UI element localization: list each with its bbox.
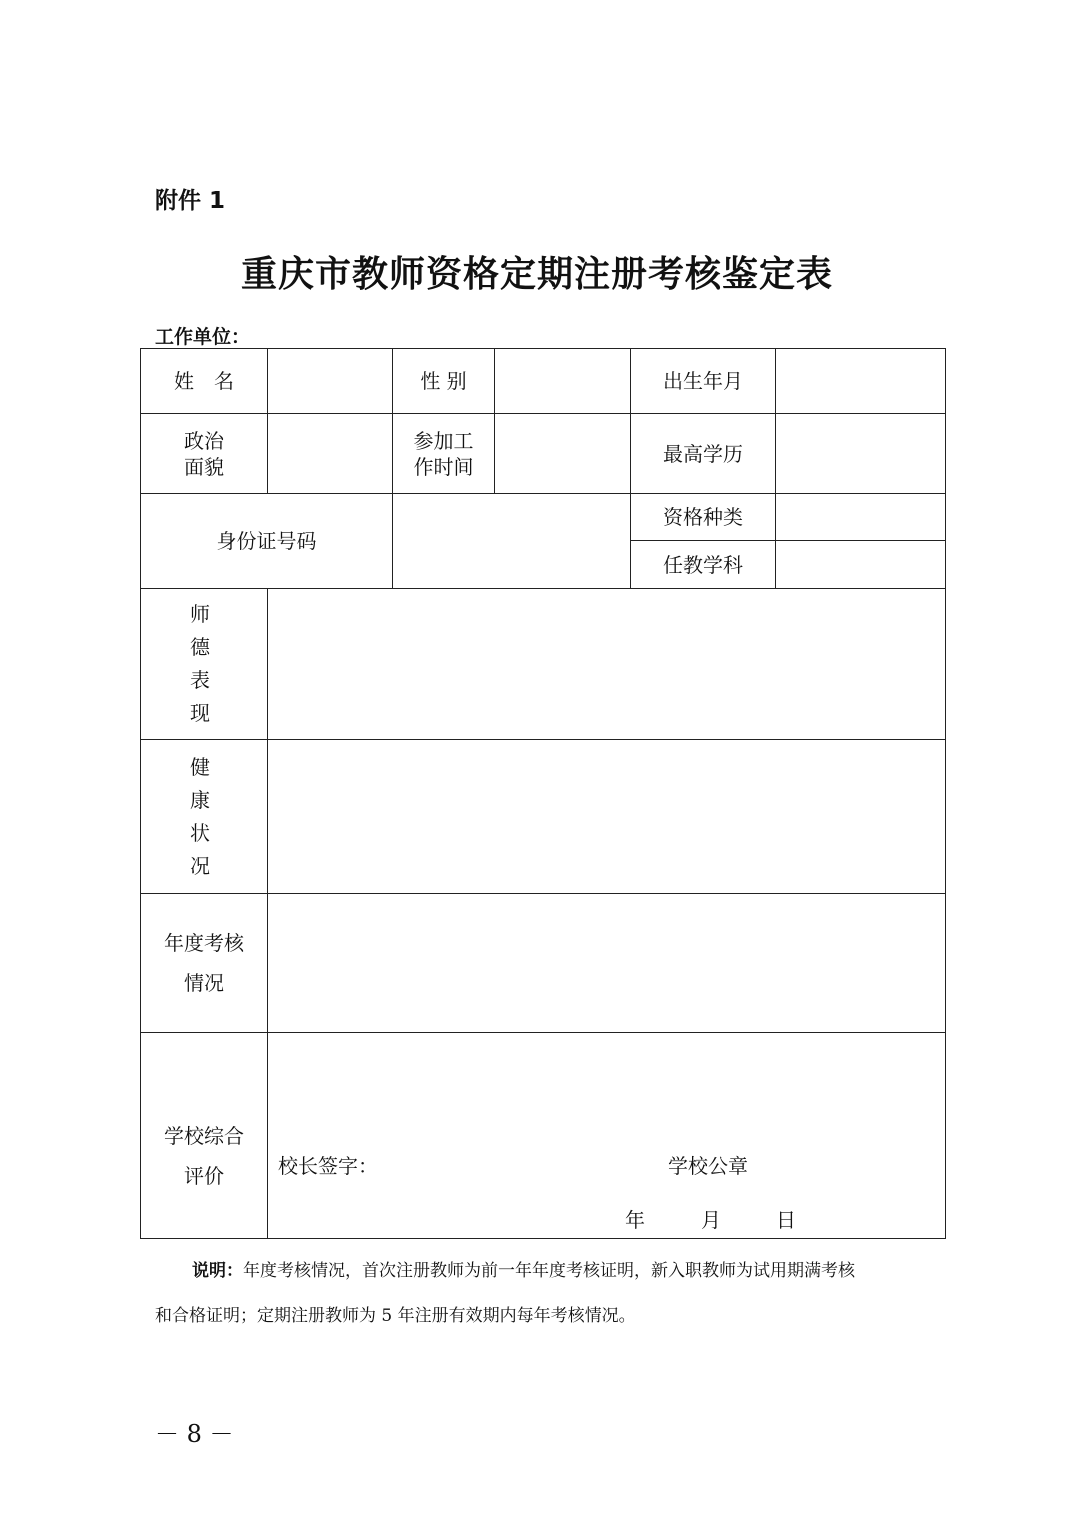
principal-signature-label: 校长签字： [278,1154,378,1178]
attachment-label: 附件 1 [155,188,226,214]
ethics-label-char: 表 [190,668,210,692]
annual-label-line: 年度考核 [164,931,244,955]
health-field[interactable] [268,740,945,893]
political-label [141,414,267,493]
school-eval-label-line: 学校综合 [164,1123,244,1148]
name-label: 姓 名 [174,369,234,393]
birth-label: 出生年月 [663,369,743,393]
note-text: 年度考核情况，首次注册教师为前一年年度考核证明，新入职教师为试用期满考核 [243,1261,855,1281]
education-label: 最高学历 [663,441,743,466]
school-seal-label: 学校公章 [668,1154,748,1178]
health-label-char: 健 [190,754,210,779]
gender-field[interactable] [495,349,630,413]
school-eval-label-line: 评价 [184,1163,224,1188]
work-unit-label: 工作单位： [155,326,251,348]
day-label: 日 [776,1208,796,1232]
gender-label: 性 别 [420,369,467,393]
work-start-label-line: 作时间 [413,454,474,479]
note-line-2: 和合格证明；定期注册教师为 5 年注册有效期内每年考核情况。 [155,1306,636,1326]
health-label-char: 况 [190,853,210,878]
work-start-label [393,414,494,493]
ethics-label-char: 师 [190,602,210,626]
annual-label-line: 情况 [184,971,224,995]
annual-label [141,894,267,1032]
page-number: － 8 － [155,1420,234,1448]
work-start-label-line: 参加工 [413,428,474,453]
id-label: 身份证号码 [216,529,317,553]
qualification-field[interactable] [776,494,945,540]
qualification-label: 资格种类 [663,505,743,529]
ethics-label-char: 现 [190,701,210,725]
political-label-line: 政治 [184,428,224,453]
health-label-char: 状 [190,820,210,845]
ethics-label-char: 德 [190,635,210,659]
annual-field[interactable] [268,894,945,1032]
name-field[interactable] [268,349,392,413]
note-line-1 [192,1256,855,1281]
health-label-char: 康 [190,787,210,812]
political-field[interactable] [268,414,392,493]
education-field[interactable] [776,414,945,493]
school-eval-label [141,1033,267,1238]
id-field[interactable] [393,494,630,588]
birth-field[interactable] [776,349,945,413]
ethics-field[interactable] [268,589,945,739]
note-label: 说明： [192,1261,243,1281]
form-title: 重庆市教师资格定期注册考核鉴定表 [240,253,833,295]
work-start-field[interactable] [495,414,630,493]
health-label [141,740,259,893]
political-label-line: 面貌 [184,454,224,479]
subject-field[interactable] [776,541,945,588]
school-eval-field[interactable] [268,1033,945,1238]
subject-label: 任教学科 [663,552,743,577]
year-label: 年 [625,1208,645,1232]
table-line [945,348,946,1239]
ethics-label [141,589,259,739]
table-line [140,1238,946,1239]
month-label: 月 [701,1208,721,1232]
